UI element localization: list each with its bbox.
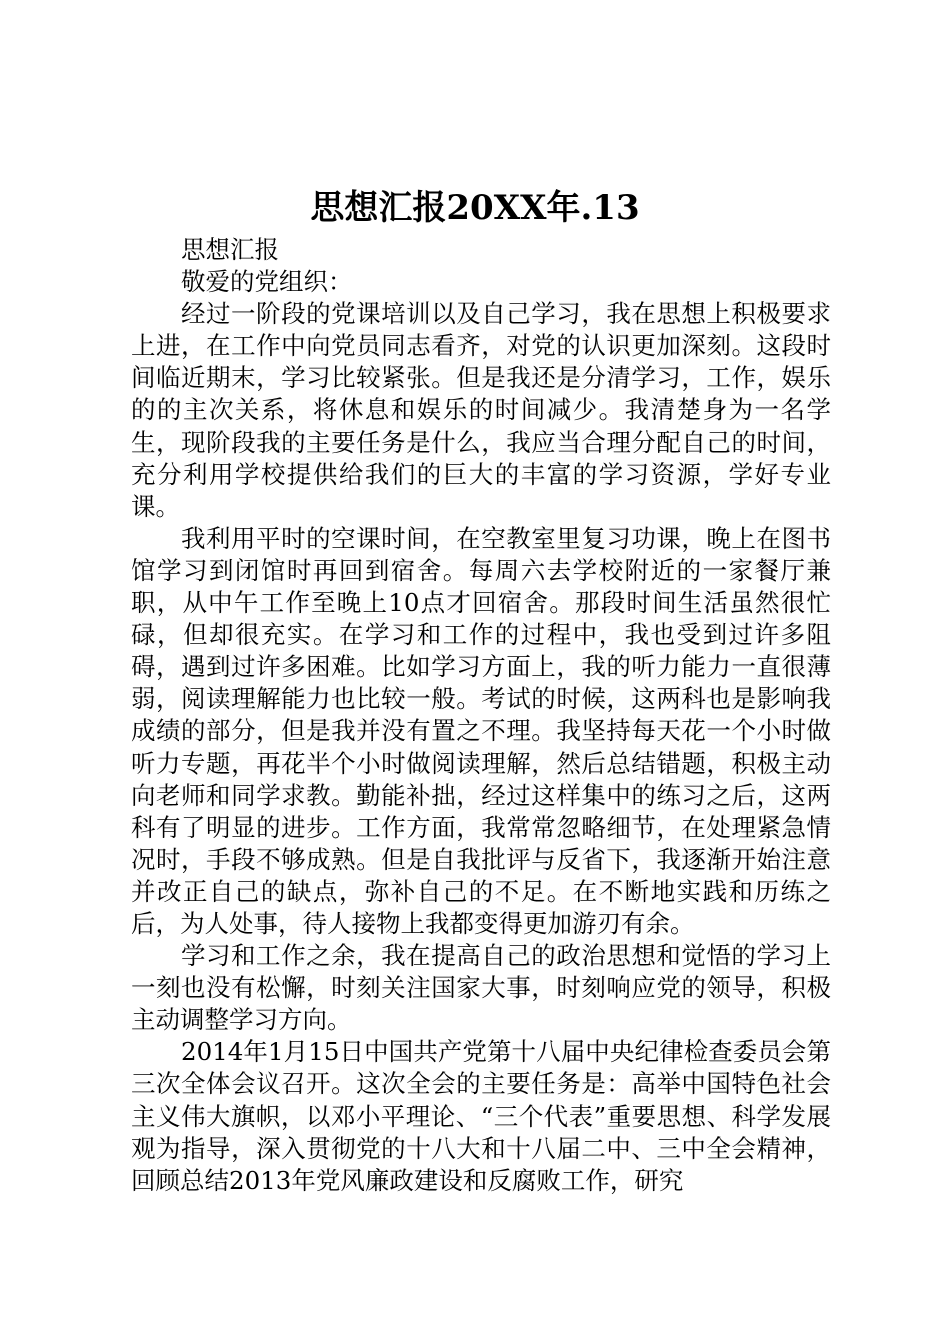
paragraph: 学习和工作之余，我在提高自己的政治思想和觉悟的学习上一刻也没有松懈，时刻关注国家大事，时刻响应党的领导，积极主动调整学习方向。 [131, 941, 831, 1035]
paragraph: 经过一阶段的党课培训以及自己学习，我在思想上积极要求上进，在工作中向党员同志看齐，对党的认识更加深刻。这段时间临近期末，学习比较紧张。但是我还是分清学习，工作，娱乐的的主次关系，将休息和娱乐的时间减少。我清楚身为一名学生，现阶段我的主要任务是什么，我应当合理分配自己的时间，充分利用学校提供给我们的巨大的丰富的学习资源，学好专业课。 [131, 299, 831, 521]
paragraph: 2014年1月15日中国共产党第十八届中央纪律检查委员会第三次全体会议召开。这次全会的主要任务是：高举中国特色社会主义伟大旗帜，以邓小平理论、“三个代表”重要思想、科学发展观为指导，深入贯彻党的十八大和十八届二中、三中全会精神，回顾总结2013年党风廉政建设和反腐败工作，研究 [131, 1037, 831, 1195]
document-title: 思想汇报20XX年.13 [310, 188, 640, 228]
paragraph-heading: 思想汇报 [181, 235, 279, 264]
document-body [131, 234, 831, 1197]
paragraph: 我利用平时的空课时间，在空教室里复习功课，晚上在图书馆学习到闭馆时再回到宿舍。每周六去学校附近的一家餐厅兼职，从中午工作至晚上10点才回宿舍。那段时间生活虽然很忙碌，但却很充实。在学习和工作的过程中，我也受到过许多阻碍，遇到过许多困难。比如学习方面上，我的听力能力一直很薄弱，阅读理解能力也比较一般。考试的时候，这两科也是影响我成绩的部分，但是我并没有置之不理。我坚持每天花一个小时做听力专题，再花半个小时做阅读理解，然后总结错题，积极主动向老师和同学求教。勤能补拙，经过这样集中的练习之后，这两科有了明显的进步。工作方面，我常常忽略细节，在处理紧急情况时，手段不够成熟。但是自我批评与反省下，我逐渐开始注意并改正自己的缺点，弥补自己的不足。在不断地实践和历练之后，为人处事，待人接物上我都变得更加游刃有余。 [131, 523, 831, 938]
paragraph-salutation: 敬爱的党组织： [181, 267, 353, 297]
